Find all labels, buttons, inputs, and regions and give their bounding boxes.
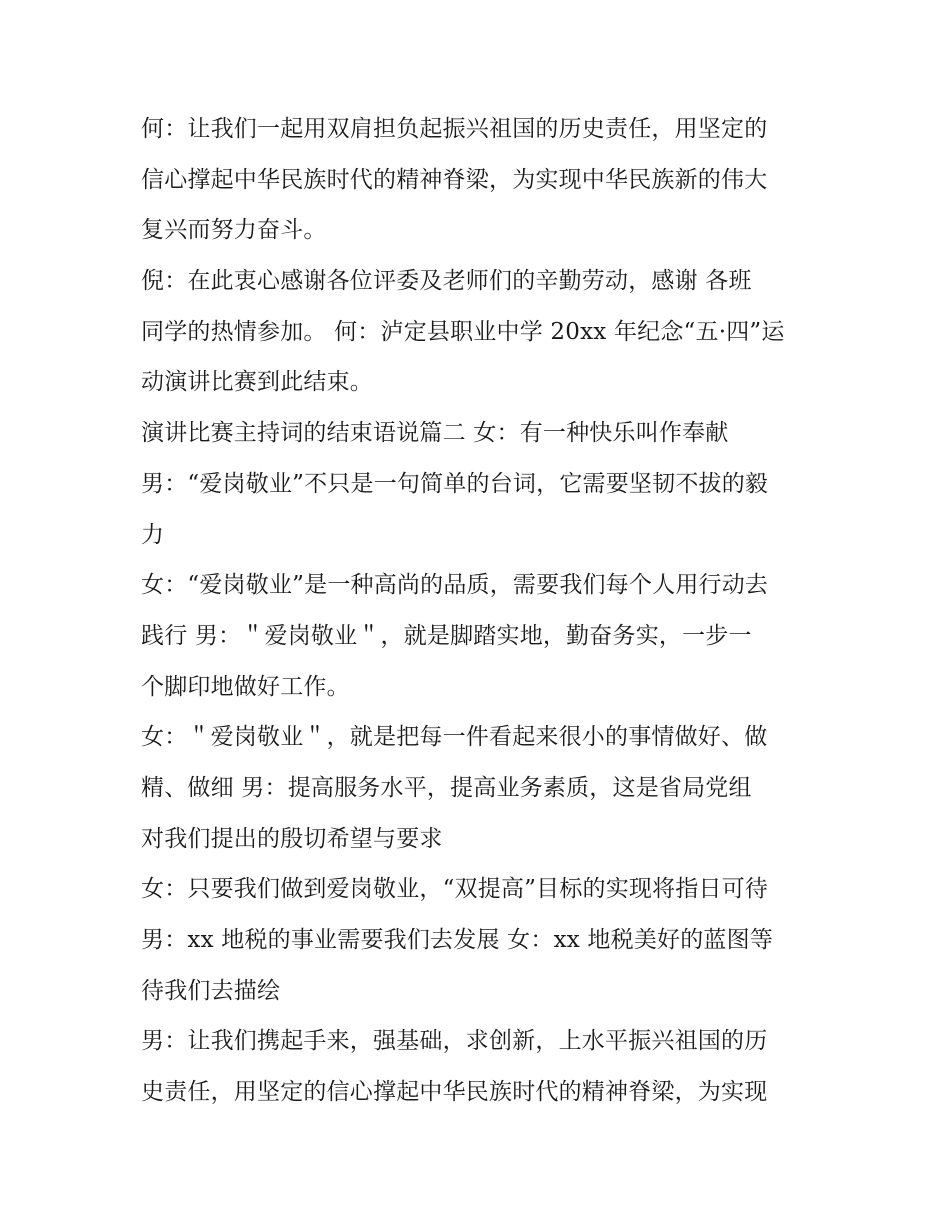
text-line: 男：xx 地税的事业需要我们去发展 女：xx 地税美好的蓝图等 bbox=[141, 927, 774, 953]
text-line: 复兴而努力奋斗。 bbox=[141, 217, 327, 244]
text-line: 女：“爱岗敬业”是一种高尚的品质，需要我们每个人用行动去 bbox=[141, 572, 769, 599]
text-line: 倪：在此衷心感谢各位评委及老师们的辛勤劳动，感谢 各班 bbox=[141, 268, 752, 295]
text-line: 对我们提出的殷切希望与要求 bbox=[141, 825, 443, 852]
text-line: 动演讲比赛到此结束。 bbox=[141, 369, 373, 396]
text-line: 女：只要我们做到爱岗敬业，“双提高”目标的实现将指日可待 bbox=[141, 876, 769, 903]
text-line: 信心撑起中华民族时代的精神脊梁，为实现中华民族新的伟大 bbox=[141, 166, 768, 193]
text-line: 力 bbox=[141, 521, 165, 548]
text-line: 待我们去描绘 bbox=[141, 977, 281, 1004]
text-line: 个脚印地做好工作。 bbox=[141, 673, 350, 700]
text-line: 同学的热情参加。 何：泸定县职业中学 20xx 年纪念“五·四”运 bbox=[141, 318, 785, 345]
text-line: 精、做细 男：提高服务水平，提高业务素质，这是省局党组 bbox=[141, 774, 752, 801]
text-line: 何：让我们一起用双肩担负起振兴祖国的历史责任，用坚定的 bbox=[141, 116, 768, 142]
text-line: 男：“爱岗敬业”不只是一句简单的台词，它需要坚韧不拔的毅 bbox=[141, 470, 769, 497]
text-line: 男：让我们携起手来，强基础，求创新，上水平振兴祖国的历 bbox=[141, 1028, 768, 1055]
text-line: 史责任，用坚定的信心撑起中华民族时代的精神脊梁，为实现 bbox=[141, 1079, 768, 1106]
document-body bbox=[141, 104, 821, 1118]
text-line: 演讲比赛主持词的结束语说篇二 女：有一种快乐叫作奉献 bbox=[141, 420, 729, 447]
text-line: 践行 男：＂爱岗敬业＂，就是脚踏实地，勤奋务实，一步一 bbox=[141, 622, 752, 649]
text-line: 女：＂爱岗敬业＂，就是把每一件看起来很小的事情做好、做 bbox=[141, 724, 768, 751]
